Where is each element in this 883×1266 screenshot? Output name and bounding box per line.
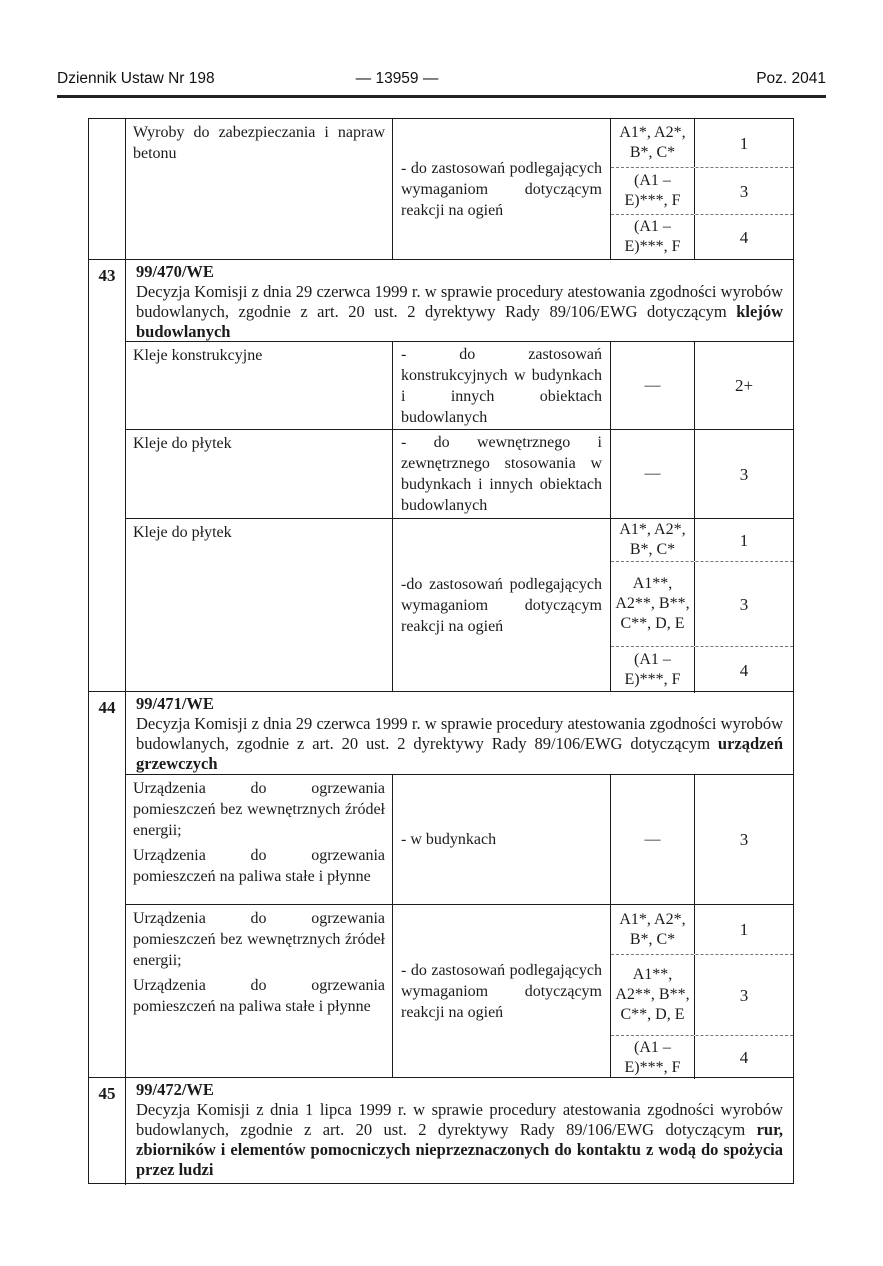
decision-band xyxy=(126,1078,793,1180)
class-system-area xyxy=(611,119,793,259)
system-cell: 4 xyxy=(739,227,749,247)
table-section-45 xyxy=(89,1077,793,1185)
system-cell: 1 xyxy=(739,133,749,153)
system-cell: 3 xyxy=(739,181,749,201)
class-subrow xyxy=(611,519,793,561)
class-subrow xyxy=(611,954,793,1035)
application-cell: - do wewnętrznego i zewnętrznego stosowania w budynkach i innych obiektach budowlanych xyxy=(393,430,611,518)
row-number-cell xyxy=(89,119,126,259)
system-cell: 3 xyxy=(739,594,749,614)
page-number: — 13959 — xyxy=(355,70,439,87)
class-cell: — xyxy=(611,342,695,429)
class-subrow xyxy=(611,646,793,693)
class-cell: (A1 – E)***, F xyxy=(611,215,695,259)
product-cell: Kleje do płytek xyxy=(126,519,393,692)
system-cell: 3 xyxy=(739,985,749,1005)
class-subrow xyxy=(611,214,793,259)
system-cell: 3 xyxy=(739,464,749,484)
application-cell: -do zastosowań podlegających wymaganiom dotyczącym reakcji na ogień xyxy=(393,519,611,692)
decision-subject: urządzeń grzewczych xyxy=(136,734,783,773)
table-row xyxy=(126,518,793,692)
table-row xyxy=(126,341,793,429)
class-subrow xyxy=(611,1035,793,1079)
class-subrow xyxy=(611,167,793,214)
decision-band xyxy=(126,692,793,774)
decision-code: 99/471/WE xyxy=(136,694,214,713)
position-number: Poz. 2041 xyxy=(756,70,826,87)
application-cell: - do zastosowań podlegających wymaganiom dotyczącym reakcji na ogień xyxy=(393,905,611,1078)
application-cell: - w budynkach xyxy=(393,775,611,904)
table-row xyxy=(126,774,793,904)
class-cell: — xyxy=(611,430,695,518)
row-number-cell: 45 xyxy=(89,1078,126,1185)
class-cell: A1*, A2*, B*, C* xyxy=(611,119,695,167)
decision-code: 99/472/WE xyxy=(136,1080,214,1099)
class-cell: — xyxy=(611,775,695,904)
class-cell: A1**, A2**, B**, C**, D, E xyxy=(611,562,695,646)
system-cell: 1 xyxy=(739,920,749,939)
decision-band xyxy=(126,260,793,341)
decision-description: Decyzja Komisji z dnia 1 lipca 1999 r. w sprawie procedury atestowania zgodności wyrobów budowlanych, zgodnie z art. 20 ust. 2 dyrektywy Rady 89/106/EWG dotyczącym xyxy=(136,1100,783,1139)
header-rule xyxy=(57,95,826,98)
class-subrow xyxy=(611,119,793,167)
decision-subject: rur, zbiorników i elementów pomocniczych nieprzeznaczonych do kontaktu z wodą do spożycia przez ludzi xyxy=(136,1120,783,1179)
decision-description: Decyzja Komisji z dnia 29 czerwca 1999 r. w sprawie procedury atestowania zgodności wyrobów budowlanych, zgodnie z art. 20 ust. 2 dyrektywy Rady 89/106/EWG dotyczącym xyxy=(136,714,783,753)
system-cell: 1 xyxy=(739,530,749,550)
application-cell: - do zastosowań konstrukcyjnych w budynkach i innych obiektach budowlanych xyxy=(393,342,611,429)
class-cell: (A1 – E)***, F xyxy=(611,168,695,214)
conformity-attestation-table xyxy=(88,118,794,1184)
class-subrow xyxy=(611,342,793,429)
class-cell: (A1 – E)***, F xyxy=(611,1036,695,1079)
product-cell: Kleje konstrukcyjne xyxy=(126,342,393,429)
class-system-area xyxy=(611,519,793,692)
row-number-cell: 43 xyxy=(89,260,126,691)
product-cell: Wyroby do zabezpieczania i napraw betonu xyxy=(126,119,393,259)
class-cell: A1*, A2*, B*, C* xyxy=(611,905,695,954)
table-section-43 xyxy=(89,259,793,691)
row-number-cell: 44 xyxy=(89,692,126,1077)
journal-title: Dziennik Ustaw Nr 198 xyxy=(57,70,215,87)
class-cell: A1**, A2**, B**, C**, D, E xyxy=(611,955,695,1035)
class-subrow xyxy=(611,561,793,646)
product-cell: Kleje do płytek xyxy=(126,430,393,518)
system-cell: 4 xyxy=(739,660,749,680)
decision-description: Decyzja Komisji z dnia 29 czerwca 1999 r. w sprawie procedury atestowania zgodności wyrobów budowlanych, zgodnie z art. 20 ust. 2 dyrektywy Rady 89/106/EWG dotyczącym xyxy=(136,282,783,321)
class-subrow xyxy=(611,905,793,954)
class-cell: (A1 – E)***, F xyxy=(611,647,695,693)
product-cell: Urządzenia do ogrzewania pomieszczeń bez wewnętrznych źródeł energii; Urządzenia do ogrzewania pomieszczeń na paliwa stałe i płynne xyxy=(126,775,393,904)
table-row xyxy=(126,904,793,1078)
product-cell: Urządzenia do ogrzewania pomieszczeń bez wewnętrznych źródeł energii; Urządzenia do ogrzewania pomieszczeń na paliwa stałe i płynne xyxy=(126,905,393,1078)
class-cell: A1*, A2*, B*, C* xyxy=(611,519,695,561)
class-system-area xyxy=(611,905,793,1078)
table-row xyxy=(126,429,793,518)
system-cell: 4 xyxy=(739,1048,749,1067)
class-subrow xyxy=(611,775,793,904)
table-row-continuation xyxy=(89,119,793,259)
table-section-44 xyxy=(89,691,793,1077)
system-cell: 2+ xyxy=(734,376,754,395)
system-cell: 3 xyxy=(739,830,749,849)
application-cell: - do zastosowań podlegających wymaganiom dotyczącym reakcji na ogień xyxy=(393,119,611,259)
class-subrow xyxy=(611,430,793,518)
decision-code: 99/470/WE xyxy=(136,262,214,281)
decision-subject: klejów budowlanych xyxy=(136,302,783,341)
